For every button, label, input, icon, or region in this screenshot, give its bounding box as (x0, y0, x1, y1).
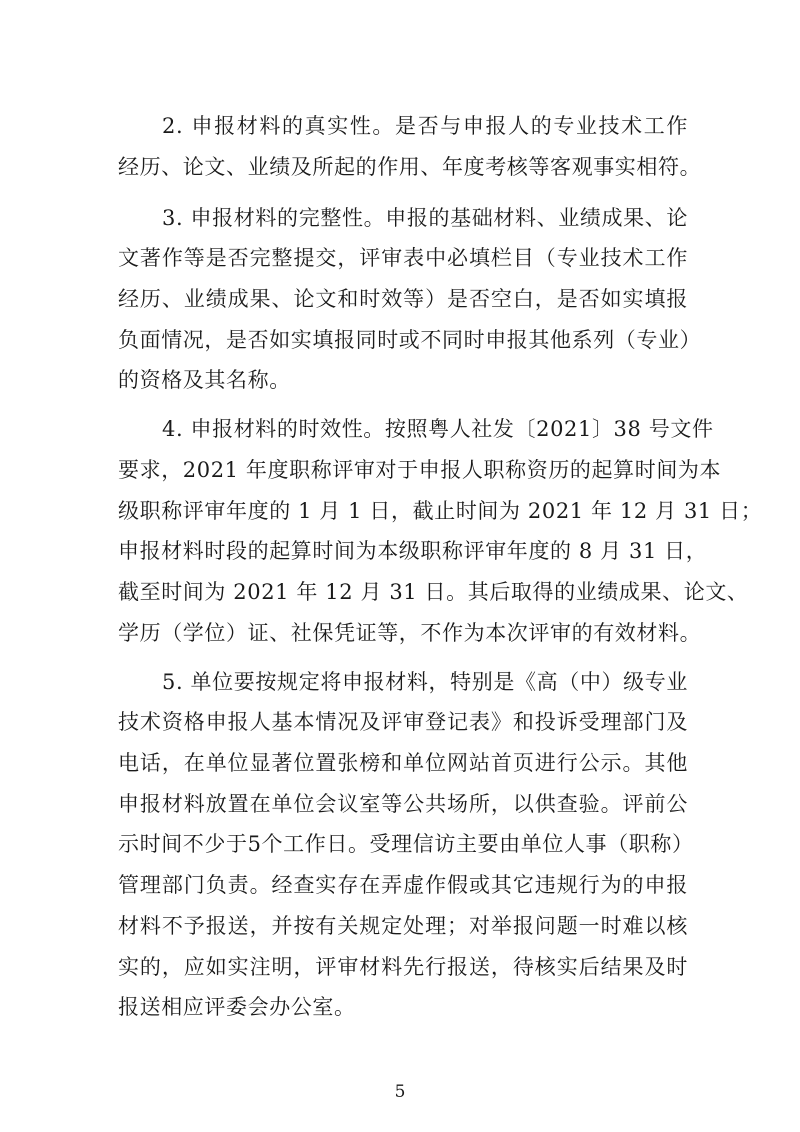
paragraph-4-line-1: 4. 申报材料的时效性。按照粤人社发〔2021〕38 号文件 (162, 417, 714, 441)
paragraph-3-line-3: 经历、业绩成果、论文和时效等）是否空白，是否如实填报 (118, 287, 688, 311)
paragraph-5-line-7: 材料不予报送，并按有关规定处理；对举报问题一时难以核 (118, 914, 688, 938)
paragraph-3-line-2: 文著作等是否完整提交，评审表中必填栏目（专业技术工作 (118, 246, 688, 270)
paragraph-5-line-1: 5. 单位要按规定将申报材料，特别是《高（中）级专业 (162, 670, 688, 694)
paragraph-5-line-4: 申报材料放置在单位会议室等公共场所，以供查验。评前公 (118, 792, 688, 816)
paragraph-4-line-3: 级职称评审年度的 1 月 1 日，截止时间为 2021 年 12 月 31 日； (118, 499, 763, 523)
paragraph-4-line-4: 申报材料时段的起算时间为本级职称评审年度的 8 月 31 日， (118, 539, 708, 563)
page-number: 5 (394, 1082, 406, 1102)
paragraph-5-line-6: 管理部门负责。经查实存在弄虚作假或其它违规行为的申报 (118, 873, 688, 897)
paragraph-2-line-2: 经历、论文、业绩及所起的作用、年度考核等客观事实相符。 (118, 155, 702, 179)
paragraph-3-line-4: 负面情况，是否如实填报同时或不同时申报其他系列（专业） (118, 328, 702, 352)
paragraph-5-line-9: 报送相应评委会办公室。 (118, 995, 356, 1019)
paragraph-4-line-6: 学历（学位）证、社保凭证等，不作为本次评审的有效材料。 (118, 621, 702, 645)
paragraph-4-line-5: 截至时间为 2021 年 12 月 31 日。其后取得的业绩成果、论文、 (118, 580, 749, 604)
paragraph-5-line-8: 实的，应如实注明，评审材料先行报送，待核实后结果及时 (118, 955, 688, 979)
paragraph-5-line-5: 示时间不少于5个工作日。受理信访主要由单位人事（职称） (118, 832, 694, 856)
paragraph-2-line-1: 2. 申报材料的真实性。是否与申报人的专业技术工作 (162, 114, 688, 138)
paragraph-5-line-2: 技术资格申报人基本情况及评审登记表》和投诉受理部门及 (118, 710, 688, 734)
paragraph-3-line-1: 3. 申报材料的完整性。申报的基础材料、业绩成果、论 (162, 206, 688, 230)
paragraph-5-line-3: 电话，在单位显著位置张榜和单位网站首页进行公示。其他 (118, 751, 688, 775)
paragraph-3-line-5: 的资格及其名称。 (118, 368, 291, 392)
paragraph-4-line-2: 要求，2021 年度职称评审对于申报人职称资历的起算时间为本 (118, 458, 722, 482)
